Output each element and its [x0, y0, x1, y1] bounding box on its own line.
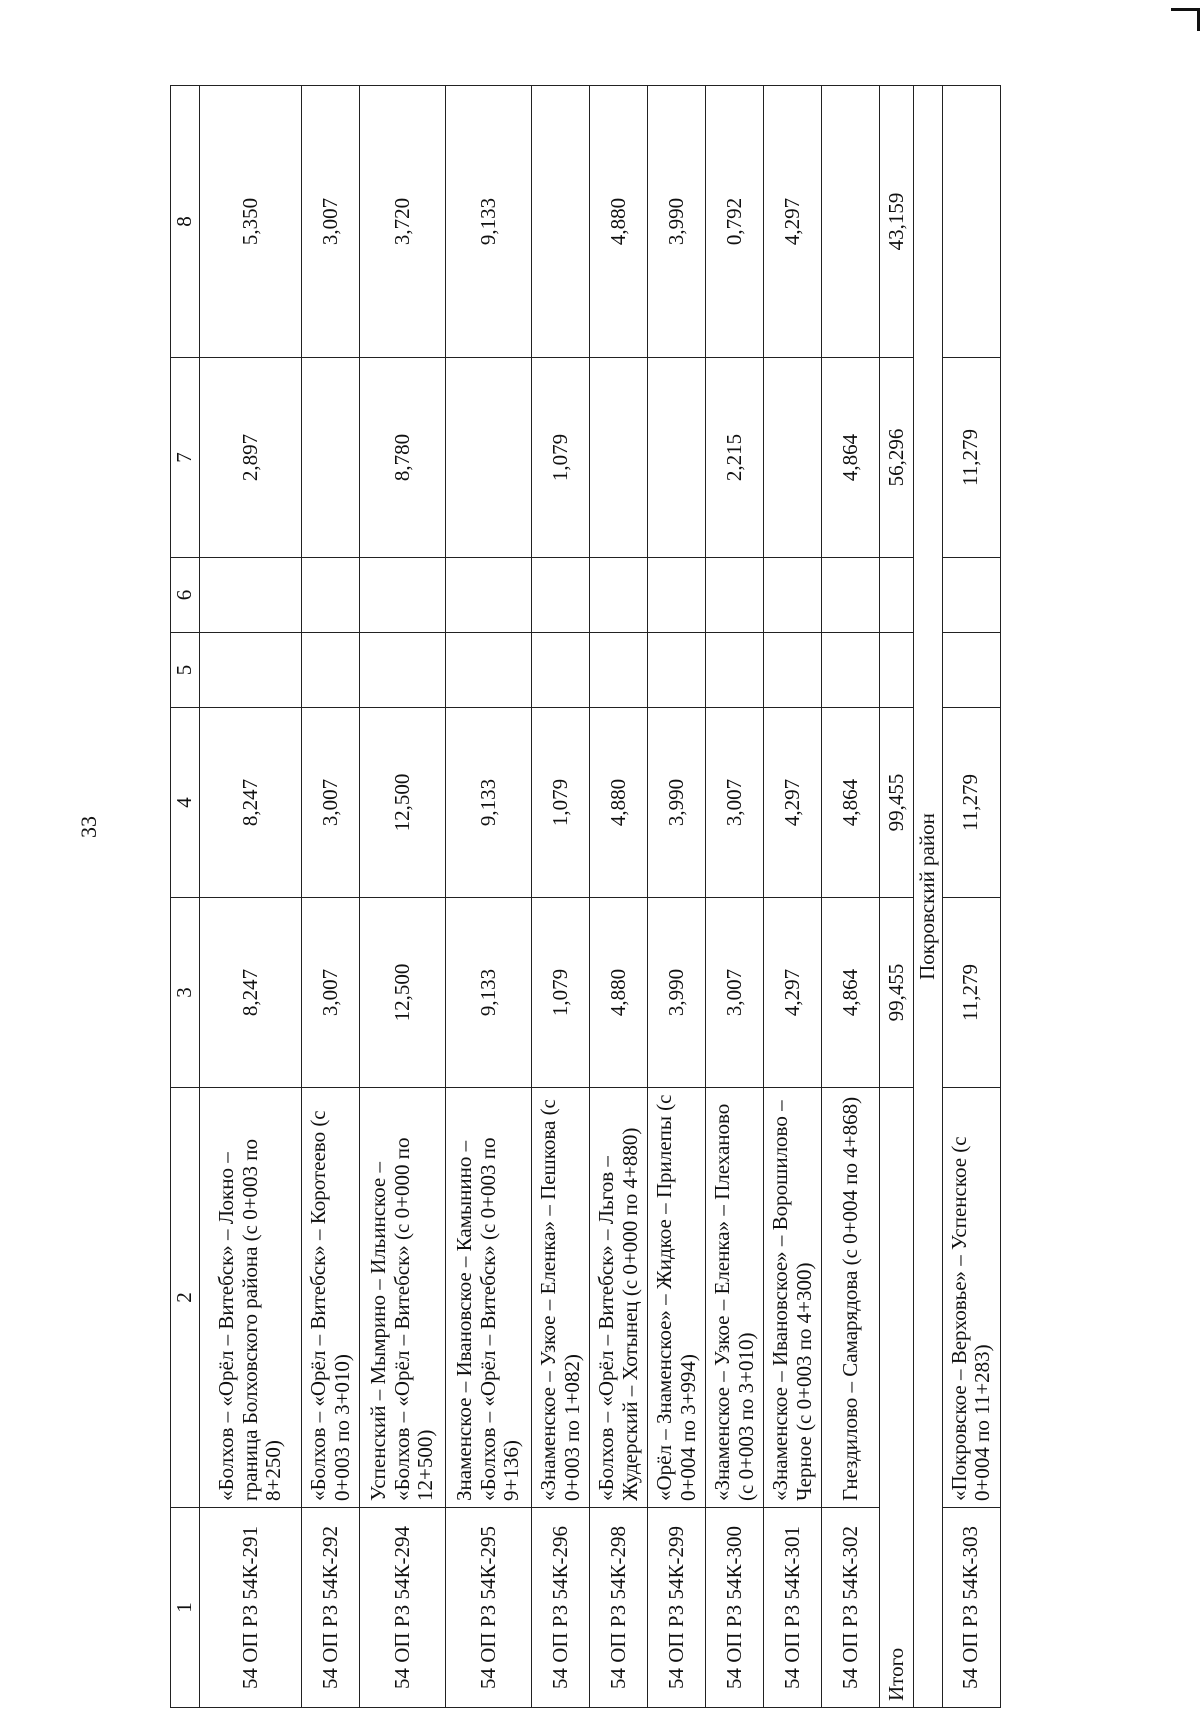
table-row: [446, 86, 532, 1708]
value-cell-c6: [446, 558, 532, 633]
road-id-cell: 54 ОП РЗ 54К-295: [446, 1508, 532, 1708]
value-cell-c3: 8,247: [200, 898, 302, 1088]
district-row: [914, 86, 943, 1708]
road-id-cell: 54 ОП РЗ 54К-302: [822, 1508, 880, 1708]
table-row: [764, 86, 822, 1708]
value-cell-c3: 9,133: [446, 898, 532, 1088]
column-number-5: 5: [171, 633, 200, 708]
table-row: [360, 86, 446, 1708]
value-cell-c3: 4,880: [590, 898, 648, 1088]
value-cell-c3: 11,279: [942, 898, 1000, 1088]
value-cell-c5: [360, 633, 446, 708]
value-cell-c6: [360, 558, 446, 633]
table-row: [590, 86, 648, 1708]
total-label: Итого: [880, 1088, 914, 1708]
value-cell-c3: 3,990: [648, 898, 706, 1088]
value-cell-c8: 9,133: [446, 86, 532, 358]
total-row: [880, 86, 914, 1708]
table-row: [648, 86, 706, 1708]
value-cell-c7: 11,279: [942, 358, 1000, 558]
value-cell-c6: [942, 558, 1000, 633]
value-cell-c4: 3,990: [648, 708, 706, 898]
value-cell-c8: 3,990: [648, 86, 706, 358]
value-cell-c8: 0,792: [706, 86, 764, 358]
road-name-cell: «Болхов – «Орёл – Витебск» – Коротеево (с 0+003 по 3+010): [302, 1088, 360, 1508]
table-body: [171, 86, 1001, 1708]
column-number-4: 4: [171, 708, 200, 898]
value-cell-c4: 9,133: [446, 708, 532, 898]
table-row: [706, 86, 764, 1708]
road-id-cell: 54 ОП РЗ 54К-299: [648, 1508, 706, 1708]
road-name-cell: «Знаменское – Узкое – Еленка» – Плеханово (с 0+003 по 3+010): [706, 1088, 764, 1508]
value-cell-c6: [200, 558, 302, 633]
road-id-cell: 54 ОП РЗ 54К-294: [360, 1508, 446, 1708]
road-name-cell: Успенский – Мымрино – Ильинское – «Болхов – «Орёл – Витебск» (с 0+000 по 12+500): [360, 1088, 446, 1508]
value-cell-c3: 12,500: [360, 898, 446, 1088]
value-cell-c4: 4,864: [822, 708, 880, 898]
table-row: [200, 86, 302, 1708]
total-value-c6: [880, 558, 914, 633]
page-number: 33: [76, 816, 101, 838]
value-cell-c7: [764, 358, 822, 558]
value-cell-c6: [532, 558, 590, 633]
value-cell-c5: [648, 633, 706, 708]
road-name-cell: «Покровское – Верховье» – Успенское (с 0+004 по 11+283): [942, 1088, 1000, 1508]
column-number-2: 2: [171, 1088, 200, 1508]
value-cell-c6: [302, 558, 360, 633]
road-name-cell: «Знаменское – Узкое – Еленка» – Пешкова (с 0+003 по 1+082): [532, 1088, 590, 1508]
column-number-8: 8: [171, 86, 200, 358]
column-number-7: 7: [171, 358, 200, 558]
total-value-c5: [880, 633, 914, 708]
road-id-cell: 54 ОП РЗ 54К-303: [942, 1508, 1000, 1708]
table-row: [942, 86, 1000, 1708]
value-cell-c4: 4,880: [590, 708, 648, 898]
value-cell-c7: [446, 358, 532, 558]
total-value-c7: 56,296: [880, 358, 914, 558]
value-cell-c5: [302, 633, 360, 708]
road-id-cell: 54 ОП РЗ 54К-291: [200, 1508, 302, 1708]
value-cell-c7: 8,780: [360, 358, 446, 558]
value-cell-c6: [590, 558, 648, 633]
value-cell-c3: 1,079: [532, 898, 590, 1088]
value-cell-c4: 12,500: [360, 708, 446, 898]
table-row: [302, 86, 360, 1708]
road-name-cell: Гнездилово – Самарядова (с 0+004 по 4+868): [822, 1088, 880, 1508]
total-value-c8: 43,159: [880, 86, 914, 358]
value-cell-c8: 5,350: [200, 86, 302, 358]
value-cell-c8: [942, 86, 1000, 358]
road-name-cell: «Знаменское – Ивановское» – Ворошилово – Черное (с 0+003 по 4+300): [764, 1088, 822, 1508]
road-name-cell: «Болхов – «Орёл – Витебск» – Локно – граница Болховского района (с 0+003 по 8+250): [200, 1088, 302, 1508]
road-name-cell: «Болхов – «Орёл – Витебск» – Льгов – Жудерский – Хотынец (с 0+000 по 4+880): [590, 1088, 648, 1508]
value-cell-c5: [200, 633, 302, 708]
road-id-cell: 54 ОП РЗ 54К-292: [302, 1508, 360, 1708]
road-name-cell: «Орёл – Знаменское» – Жидкое – Прилепы (с 0+004 по 3+994): [648, 1088, 706, 1508]
value-cell-c7: 4,864: [822, 358, 880, 558]
value-cell-c8: 4,880: [590, 86, 648, 358]
value-cell-c8: 3,007: [302, 86, 360, 358]
value-cell-c5: [590, 633, 648, 708]
road-id-cell: 54 ОП РЗ 54К-298: [590, 1508, 648, 1708]
road-name-cell: Знаменское – Ивановское – Камынино – «Болхов – «Орёл – Витебск» (с 0+003 по 9+136): [446, 1088, 532, 1508]
value-cell-c6: [706, 558, 764, 633]
value-cell-c5: [822, 633, 880, 708]
value-cell-c4: 3,007: [302, 708, 360, 898]
rotated-table-wrapper: [170, 86, 1001, 1708]
total-value-c3: 99,455: [880, 898, 914, 1088]
value-cell-c8: [822, 86, 880, 358]
road-id-cell: 54 ОП РЗ 54К-300: [706, 1508, 764, 1708]
value-cell-c6: [648, 558, 706, 633]
column-number-6: 6: [171, 558, 200, 633]
district-heading: Покровский район: [914, 86, 943, 1708]
value-cell-c3: 3,007: [706, 898, 764, 1088]
column-number-1: 1: [171, 1508, 200, 1708]
total-value-c4: 99,455: [880, 708, 914, 898]
corner-mark: [1171, 8, 1200, 31]
value-cell-c4: 3,007: [706, 708, 764, 898]
value-cell-c8: 3,720: [360, 86, 446, 358]
table-row: [822, 86, 880, 1708]
value-cell-c4: 4,297: [764, 708, 822, 898]
value-cell-c6: [822, 558, 880, 633]
value-cell-c5: [532, 633, 590, 708]
value-cell-c7: 1,079: [532, 358, 590, 558]
value-cell-c7: [302, 358, 360, 558]
value-cell-c7: 2,897: [200, 358, 302, 558]
value-cell-c3: 4,864: [822, 898, 880, 1088]
value-cell-c3: 4,297: [764, 898, 822, 1088]
road-id-cell: 54 ОП РЗ 54К-296: [532, 1508, 590, 1708]
value-cell-c7: 2,215: [706, 358, 764, 558]
roads-table: [170, 85, 1001, 1708]
value-cell-c4: 8,247: [200, 708, 302, 898]
value-cell-c4: 1,079: [532, 708, 590, 898]
column-number-3: 3: [171, 898, 200, 1088]
value-cell-c5: [942, 633, 1000, 708]
value-cell-c7: [590, 358, 648, 558]
value-cell-c8: [532, 86, 590, 358]
value-cell-c5: [706, 633, 764, 708]
column-number-row: [171, 86, 200, 1708]
value-cell-c4: 11,279: [942, 708, 1000, 898]
value-cell-c5: [764, 633, 822, 708]
value-cell-c7: [648, 358, 706, 558]
value-cell-c6: [764, 558, 822, 633]
road-id-cell: 54 ОП РЗ 54К-301: [764, 1508, 822, 1708]
value-cell-c3: 3,007: [302, 898, 360, 1088]
table-row: [532, 86, 590, 1708]
value-cell-c8: 4,297: [764, 86, 822, 358]
value-cell-c5: [446, 633, 532, 708]
